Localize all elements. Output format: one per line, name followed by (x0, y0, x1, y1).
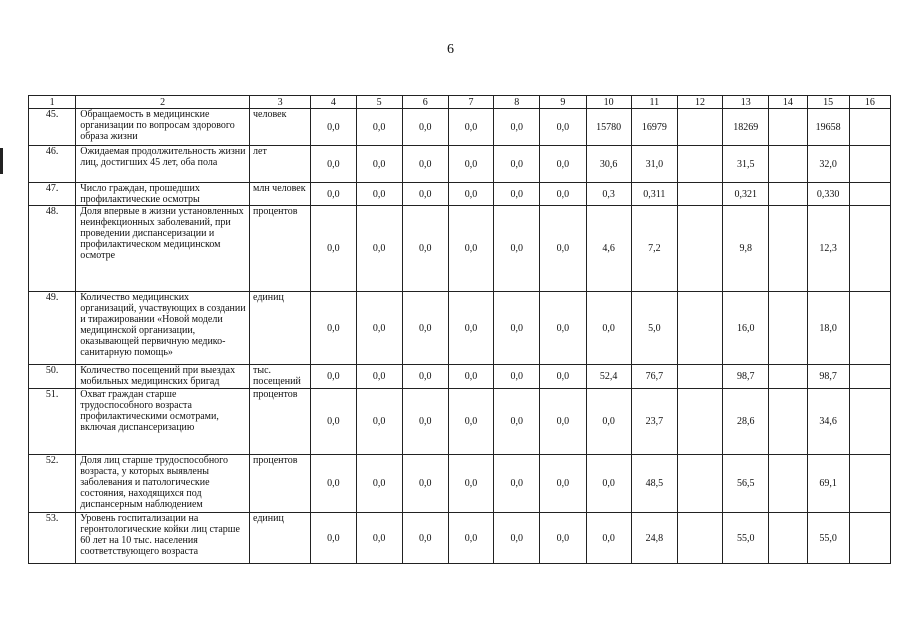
value-cell: 0,0 (311, 183, 356, 206)
unit-of-measure: единиц (250, 292, 311, 365)
value-cell: 0,0 (356, 389, 402, 455)
value-cell: 16,0 (723, 292, 769, 365)
value-cell: 0,0 (448, 513, 493, 564)
column-number: 15 (807, 96, 849, 109)
value-cell: 0,0 (356, 365, 402, 389)
value-cell: 0,0 (356, 206, 402, 292)
value-cell: 0,0 (540, 109, 586, 146)
value-cell: 0,0 (402, 146, 448, 183)
indicator-name: Число граждан, прошедших профилактические осмотры (76, 183, 250, 206)
value-cell: 0,0 (311, 513, 356, 564)
value-cell: 0,0 (540, 389, 586, 455)
column-number: 2 (76, 96, 250, 109)
value-cell: 16979 (631, 109, 677, 146)
value-cell: 0,0 (448, 292, 493, 365)
column-number: 11 (631, 96, 677, 109)
value-cell: 48,5 (631, 455, 677, 513)
value-cell (769, 389, 807, 455)
column-number-row (29, 96, 891, 109)
value-cell: 0,330 (807, 183, 849, 206)
value-cell: 0,0 (540, 513, 586, 564)
value-cell: 5,0 (631, 292, 677, 365)
table-row (29, 389, 891, 455)
value-cell: 98,7 (807, 365, 849, 389)
value-cell (677, 513, 722, 564)
value-cell: 0,0 (402, 455, 448, 513)
value-cell: 0,0 (540, 365, 586, 389)
value-cell: 69,1 (807, 455, 849, 513)
row-number: 47. (29, 183, 76, 206)
column-number: 9 (540, 96, 586, 109)
value-cell (677, 365, 722, 389)
value-cell: 0,0 (311, 109, 356, 146)
value-cell: 32,0 (807, 146, 849, 183)
unit-of-measure: человек (250, 109, 311, 146)
value-cell: 0,0 (494, 206, 540, 292)
value-cell: 0,0 (402, 206, 448, 292)
indicator-name: Охват граждан старше трудоспособного возраста профилактическими осмотрами, включая диспансеризацию (76, 389, 250, 455)
column-number: 1 (29, 96, 76, 109)
indicator-name: Обращаемость в медицинские организации по вопросам здорового образа жизни (76, 109, 250, 146)
value-cell: 0,0 (448, 365, 493, 389)
column-number: 5 (356, 96, 402, 109)
value-cell (849, 513, 890, 564)
value-cell (677, 146, 722, 183)
indicator-name: Доля лиц старше трудоспособного возраста, у которых выявлены заболевания и патологические состояния, находящихся под диспансерным наблюдением (76, 455, 250, 513)
row-number: 48. (29, 206, 76, 292)
value-cell (849, 183, 890, 206)
value-cell: 0,0 (540, 146, 586, 183)
value-cell: 0,0 (494, 513, 540, 564)
table-row (29, 365, 891, 389)
value-cell: 4,6 (586, 206, 631, 292)
value-cell (849, 206, 890, 292)
unit-of-measure: единиц (250, 513, 311, 564)
row-number: 45. (29, 109, 76, 146)
value-cell: 7,2 (631, 206, 677, 292)
indicator-name: Уровень госпитализации на геронтологические койки лиц старше 60 лет на 10 тыс. населения соответствующего возраста (76, 513, 250, 564)
value-cell: 9,8 (723, 206, 769, 292)
value-cell: 0,0 (494, 292, 540, 365)
value-cell: 0,0 (311, 292, 356, 365)
value-cell: 0,0 (448, 206, 493, 292)
unit-of-measure: млн человек (250, 183, 311, 206)
value-cell (769, 513, 807, 564)
value-cell: 0,0 (586, 513, 631, 564)
value-cell (849, 109, 890, 146)
value-cell: 0,0 (402, 389, 448, 455)
value-cell: 0,0 (586, 389, 631, 455)
binding-mark (0, 148, 3, 174)
value-cell: 0,0 (356, 513, 402, 564)
value-cell (769, 109, 807, 146)
value-cell: 98,7 (723, 365, 769, 389)
value-cell: 0,321 (723, 183, 769, 206)
value-cell (769, 365, 807, 389)
column-number: 16 (849, 96, 890, 109)
value-cell: 0,0 (356, 292, 402, 365)
table-body (29, 96, 891, 564)
value-cell: 56,5 (723, 455, 769, 513)
table-row (29, 109, 891, 146)
value-cell: 18269 (723, 109, 769, 146)
unit-of-measure: лет (250, 146, 311, 183)
unit-of-measure: процентов (250, 206, 311, 292)
indicator-name: Доля впервые в жизни установленных неинфекционных заболеваний, при проведении диспансеризации и профилактическом медицинском осмотре (76, 206, 250, 292)
value-cell: 0,0 (402, 109, 448, 146)
value-cell: 0,0 (540, 206, 586, 292)
value-cell: 0,0 (540, 455, 586, 513)
value-cell: 0,0 (586, 455, 631, 513)
value-cell: 0,0 (356, 455, 402, 513)
value-cell: 0,0 (402, 365, 448, 389)
row-number: 53. (29, 513, 76, 564)
value-cell: 0,311 (631, 183, 677, 206)
value-cell: 0,0 (402, 513, 448, 564)
column-number: 14 (769, 96, 807, 109)
value-cell: 18,0 (807, 292, 849, 365)
value-cell: 0,0 (586, 292, 631, 365)
value-cell: 0,0 (494, 109, 540, 146)
value-cell: 0,0 (311, 365, 356, 389)
value-cell: 0,0 (494, 183, 540, 206)
table-row (29, 292, 891, 365)
value-cell: 31,0 (631, 146, 677, 183)
value-cell: 0,0 (494, 389, 540, 455)
value-cell (769, 183, 807, 206)
indicator-name: Количество посещений при выездах мобильных медицинских бригад (76, 365, 250, 389)
value-cell (677, 455, 722, 513)
unit-of-measure: процентов (250, 455, 311, 513)
value-cell (769, 206, 807, 292)
value-cell (677, 292, 722, 365)
value-cell: 0,0 (311, 455, 356, 513)
value-cell: 52,4 (586, 365, 631, 389)
indicators-table (28, 95, 891, 564)
table-row (29, 455, 891, 513)
value-cell (677, 183, 722, 206)
indicator-name: Количество медицинских организаций, участвующих в создании и тиражировании «Новой модели медицинской организации, оказывающей первичную медико-санитарную помощь» (76, 292, 250, 365)
value-cell: 55,0 (807, 513, 849, 564)
column-number: 3 (250, 96, 311, 109)
value-cell (677, 109, 722, 146)
row-number: 46. (29, 146, 76, 183)
value-cell: 0,0 (494, 455, 540, 513)
value-cell (769, 146, 807, 183)
indicator-name: Ожидаемая продолжительность жизни лиц, достигших 45 лет, оба пола (76, 146, 250, 183)
column-number: 8 (494, 96, 540, 109)
value-cell: 0,0 (494, 365, 540, 389)
value-cell: 0,0 (356, 183, 402, 206)
page-number: 6 (447, 42, 454, 57)
value-cell: 0,0 (402, 292, 448, 365)
row-number: 52. (29, 455, 76, 513)
table-row (29, 183, 891, 206)
value-cell (769, 455, 807, 513)
table-row (29, 513, 891, 564)
row-number: 49. (29, 292, 76, 365)
value-cell (849, 365, 890, 389)
value-cell: 76,7 (631, 365, 677, 389)
row-number: 51. (29, 389, 76, 455)
table-row (29, 206, 891, 292)
value-cell: 0,0 (311, 389, 356, 455)
value-cell: 23,7 (631, 389, 677, 455)
value-cell: 0,0 (494, 146, 540, 183)
value-cell: 19658 (807, 109, 849, 146)
value-cell: 28,6 (723, 389, 769, 455)
value-cell: 34,6 (807, 389, 849, 455)
value-cell: 0,0 (402, 183, 448, 206)
value-cell: 0,0 (356, 146, 402, 183)
column-number: 13 (723, 96, 769, 109)
value-cell: 0,0 (448, 455, 493, 513)
column-number: 12 (677, 96, 722, 109)
value-cell: 0,0 (448, 109, 493, 146)
value-cell: 24,8 (631, 513, 677, 564)
value-cell: 31,5 (723, 146, 769, 183)
value-cell (849, 455, 890, 513)
column-number: 7 (448, 96, 493, 109)
value-cell: 0,0 (448, 389, 493, 455)
value-cell: 0,0 (311, 206, 356, 292)
value-cell: 0,0 (448, 146, 493, 183)
value-cell: 0,3 (586, 183, 631, 206)
value-cell: 0,0 (311, 146, 356, 183)
value-cell (677, 389, 722, 455)
value-cell (849, 292, 890, 365)
unit-of-measure: тыс. посещений (250, 365, 311, 389)
value-cell: 0,0 (448, 183, 493, 206)
row-number: 50. (29, 365, 76, 389)
value-cell: 55,0 (723, 513, 769, 564)
value-cell: 0,0 (356, 109, 402, 146)
value-cell: 30,6 (586, 146, 631, 183)
value-cell: 0,0 (540, 183, 586, 206)
value-cell (849, 146, 890, 183)
value-cell: 15780 (586, 109, 631, 146)
value-cell (677, 206, 722, 292)
column-number: 10 (586, 96, 631, 109)
table-row (29, 146, 891, 183)
unit-of-measure: процентов (250, 389, 311, 455)
column-number: 4 (311, 96, 356, 109)
value-cell: 12,3 (807, 206, 849, 292)
value-cell (849, 389, 890, 455)
value-cell: 0,0 (540, 292, 586, 365)
value-cell (769, 292, 807, 365)
column-number: 6 (402, 96, 448, 109)
